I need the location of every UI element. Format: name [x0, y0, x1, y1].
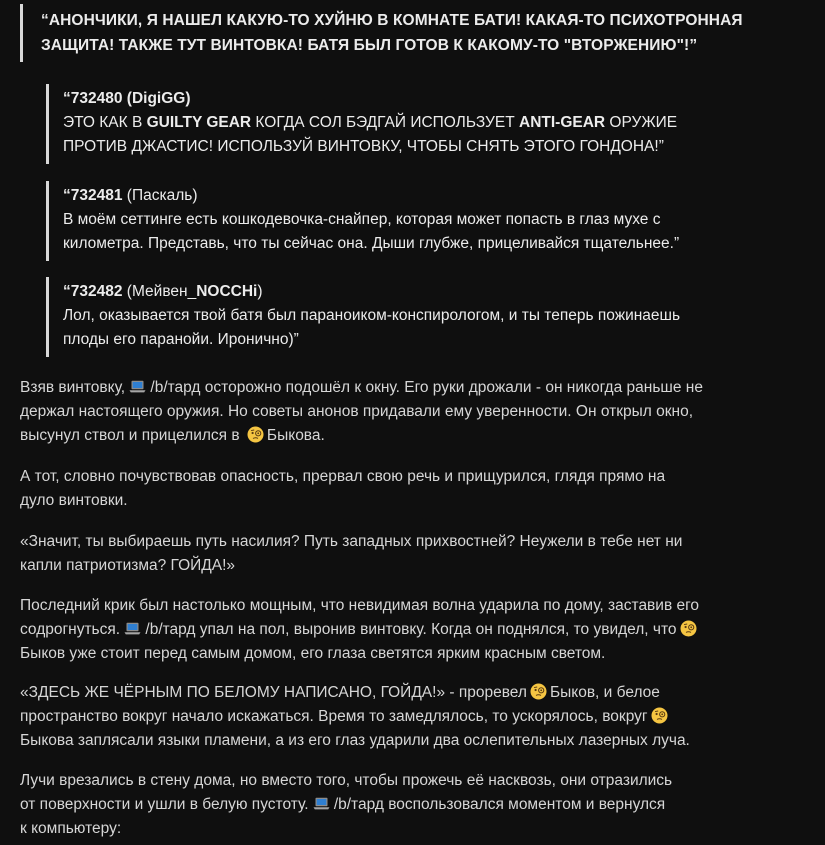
reply-quote-732482 [46, 277, 803, 357]
author-name: (DigiGG) [126, 90, 191, 107]
face-with-monocle-icon [247, 426, 264, 443]
paragraph-text: высунул ствол и прицелился в [20, 427, 244, 444]
reply-body [63, 208, 803, 256]
paragraph-text: держал настоящего оружия. Но советы анонов придавали ему уверенности. Он открыл окно, [20, 403, 694, 420]
face-with-monocle-icon [680, 620, 697, 637]
top-quote-line-1: “АНОНЧИКИ, Я НАШЕЛ КАКУЮ-ТО ХУЙНЮ В КОМНАТЕ БАТИ! КАКАЯ-ТО ПСИХОТРОННАЯ [41, 12, 743, 29]
paragraph-text: Последний крик был настолько мощным, что невидимая волна ударила по дому, заставив его [20, 597, 700, 614]
reply-text-bold: GUILTY GEAR [146, 114, 252, 131]
paragraph-text: Быков уже стоит перед самым домом, его глаза светятся ярким красным светом. [20, 645, 606, 662]
face-with-monocle-icon [651, 707, 668, 724]
story-paragraph [20, 769, 810, 841]
author-name-part: NOCCHi [196, 283, 258, 300]
paragraph-text: /b/тард упал на пол, выронив винтовку. Когда он поднялся, то увидел, что [145, 621, 677, 638]
paragraph-text: /b/тард осторожно подошёл к окну. Его руки дрожали - он никогда раньше не [150, 379, 703, 396]
paragraph-text: пространство вокруг начало искажаться. Время то замедлялось, то ускорялось, вокруг [20, 708, 648, 725]
paragraph-text: к компьютеру: [20, 820, 122, 837]
reply-text: плоды его паранойи. Иронично)” [63, 331, 299, 348]
reply-header [63, 87, 803, 111]
author-name: (Паскаль) [126, 187, 198, 204]
reply-text: километра. Представь, что ты сейчас она. Дыши глубже, прицеливайся тщательнее.” [63, 235, 680, 252]
paragraph-text: /b/тард воспользовался моментом и вернулся [333, 796, 666, 813]
reply-text-bold: ANTI-GEAR [519, 114, 606, 131]
paragraph-text: Быкова. [266, 427, 325, 444]
story-paragraph [20, 530, 810, 578]
paragraph-text: Лучи врезались в стену дома, но вместо того, чтобы прожечь её насквозь, они отразились [20, 772, 673, 789]
paragraph-text: Быков, и белое [549, 684, 660, 701]
post-id: “732480 [63, 90, 123, 107]
author-name-part: ) [257, 283, 263, 300]
story-paragraph [20, 376, 810, 448]
reply-text: ОРУЖИЕ [605, 114, 678, 131]
post-id: “732481 [63, 187, 123, 204]
reply-body [63, 111, 803, 159]
reply-body [63, 304, 803, 352]
paragraph-text: А тот, словно почувствовав опасность, прервал свою речь и прищурился, глядя прямо на [20, 468, 666, 485]
story-paragraph [20, 594, 810, 666]
reply-quote-732480 [46, 84, 803, 164]
reply-text: ПРОТИВ ДЖАСТИС! ИСПОЛЬЗУЙ ВИНТОВКУ, ЧТОБЫ СНЯТЬ ЭТОГО ГОНДОНА!” [63, 138, 664, 155]
paragraph-text: Взяв винтовку, [20, 379, 130, 396]
paragraph-text: «Значит, ты выбираешь путь насилия? Путь западных прихвостней? Неужели в тебе нет ни [20, 533, 683, 550]
reply-text: КОГДА СОЛ БЭДГАЙ ИСПОЛЬЗУЕТ [251, 114, 519, 131]
paragraph-text: Быкова заплясали языки пламени, а из его глаз ударили два ослепительных лазерных луча. [20, 732, 690, 749]
author-name-part: (Мейвен_ [126, 283, 197, 300]
laptop-icon [313, 794, 330, 807]
laptop-icon [124, 619, 141, 632]
paragraph-text: от поверхности и ушли в белую пустоту. [20, 796, 313, 813]
face-with-monocle-icon [530, 683, 547, 700]
laptop-icon [129, 377, 146, 390]
top-quote-line-2: ЗАЩИТА! ТАКЖЕ ТУТ ВИНТОВКА! БАТЯ БЫЛ ГОТОВ К КАКОМУ-ТО "ВТОРЖЕНИЮ"!” [41, 37, 698, 54]
reply-text: Лол, оказывается твой батя был параноиком-конспирологом, и ты теперь пожинаешь [63, 307, 681, 324]
reply-text: В моём сеттинге есть кошкодевочка-снайпер, которая может попасть в глаз мухе с [63, 211, 661, 228]
reply-header [63, 184, 803, 208]
story-paragraph [20, 465, 810, 513]
story-paragraph [20, 681, 810, 753]
reply-header [63, 280, 803, 304]
paragraph-text: дуло винтовки. [20, 492, 128, 509]
reply-quote-732481 [46, 181, 803, 261]
post-id: “732482 [63, 283, 123, 300]
paragraph-text: содрогнуться. [20, 621, 125, 638]
paragraph-text: капли патриотизма? ГОЙДА!» [20, 557, 236, 574]
top-quote [20, 4, 821, 62]
reply-text: ЭТО КАК В [63, 114, 147, 131]
paragraph-text: «ЗДЕСЬ ЖЕ ЧЁРНЫМ ПО БЕЛОМУ НАПИСАНО, ГОЙДА!» - проревел [20, 684, 527, 701]
author-name [127, 283, 263, 300]
